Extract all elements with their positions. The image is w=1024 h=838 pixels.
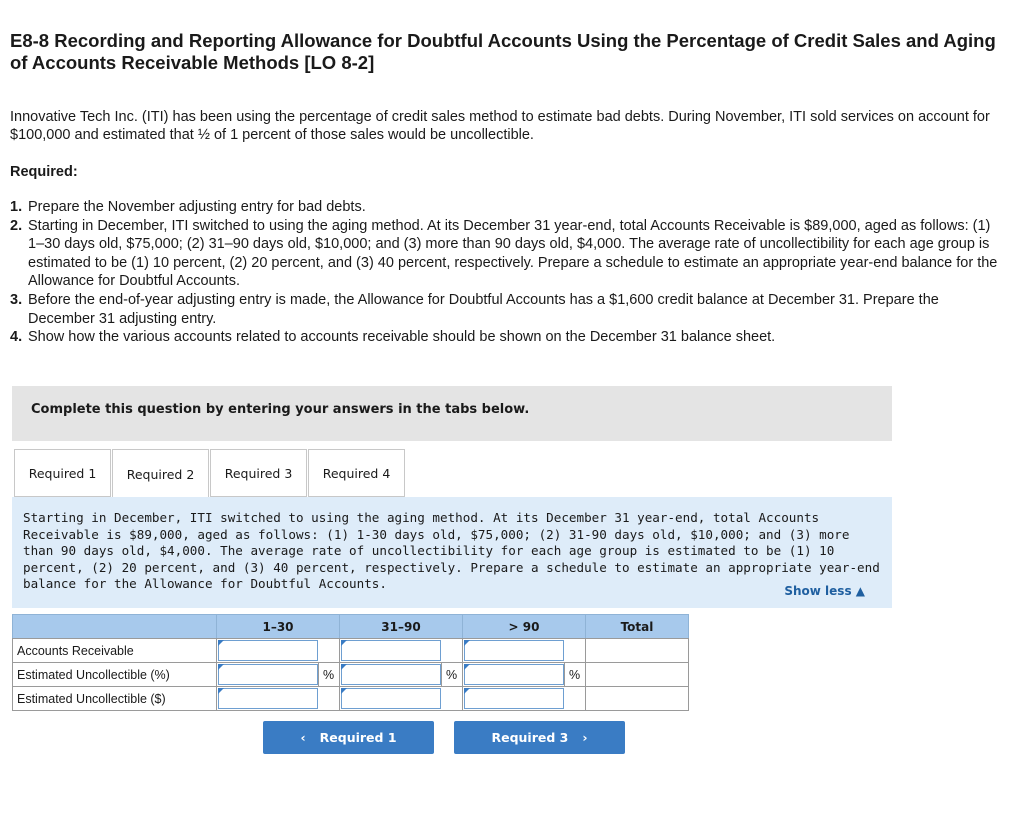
row-label-estimated-uncollectible-dollars: Estimated Uncollectible ($): [12, 686, 217, 711]
row-label-estimated-uncollectible-percent: Estimated Uncollectible (%): [12, 662, 217, 687]
chevron-right-icon: ›: [582, 730, 588, 745]
pct-total-cell: [585, 662, 689, 687]
table-cell: [216, 638, 340, 663]
question-panel: [12, 497, 892, 608]
amt-31-90-input[interactable]: [341, 688, 441, 709]
table-cell: [339, 638, 463, 663]
instruction-banner: [12, 386, 892, 441]
percent-sign: %: [441, 662, 463, 687]
prev-button-label: Required 1: [319, 730, 397, 745]
instruction-text: Complete this question by entering your answers in the tabs below.: [31, 402, 530, 417]
table-cell: [339, 686, 463, 711]
chevron-left-icon: ‹: [300, 730, 306, 745]
ar-over-90-input[interactable]: [464, 640, 564, 661]
problem-title: E8-8 Recording and Reporting Allowance for Doubtful Accounts Using the Percentage of Credit Sales and Aging of Accounts Receivable Methods [LO 8-2]: [10, 30, 996, 73]
input-marker-icon: [464, 640, 470, 646]
input-marker-icon: [464, 688, 470, 694]
show-less-link[interactable]: Show less ▲: [784, 584, 865, 598]
pct-1-30-input[interactable]: [218, 664, 318, 685]
next-required-3-button[interactable]: [454, 721, 625, 754]
required-heading: Required:: [10, 164, 78, 180]
amt-over-90-input[interactable]: [464, 688, 564, 709]
tab-required-2[interactable]: Required 2: [112, 449, 209, 498]
question-text: Starting in December, ITI switched to using the aging method. At its December 31 year-end, total Accounts Receivable is $89,000, aged as follows: (1) 1-30 days old, $75,000; (2) 31-90 days old, $10,000; and (3) more than 90 days old, $4,000. The average rate of uncollectibility for each age group is estimated to be (1) 10 percent, (2) 20 percent, and (3) 40 percent, respectively. Prepare a schedule to estimate an appropriate year-end balance for the Allowance for Doubtful Accounts.: [23, 510, 880, 591]
problem-intro: Innovative Tech Inc. (ITI) has been using the percentage of credit sales method to estimate bad debts. During November, ITI sold services on account for $100,000 and estimated that ½ of 1 percent of those sales would be uncollectible.: [10, 109, 990, 143]
ar-31-90-input[interactable]: [341, 640, 441, 661]
pct-over-90-input[interactable]: [464, 664, 564, 685]
input-marker-icon: [341, 688, 347, 694]
column-header-1-30: 1–30: [216, 614, 340, 639]
header-blank: [12, 614, 217, 639]
percent-sign: %: [564, 662, 586, 687]
pct-31-90-input[interactable]: [341, 664, 441, 685]
table-cell: [216, 686, 340, 711]
requirements-list: [10, 198, 1000, 347]
requirement-item: 1. Prepare the November adjusting entry for bad debts.: [10, 199, 366, 215]
tab-required-1[interactable]: Required 1: [14, 449, 111, 497]
column-header-over-90: > 90: [462, 614, 586, 639]
column-header-total: Total: [585, 614, 689, 639]
requirement-item: 2. Starting in December, ITI switched to using the aging method. At its December 31 year-end, total Accounts Receivable is $89,000, aged as follows: (1) 1–30 days old, $75,000; (2) 31–90 days old, $10,000; and (3) more than 90 days old, $4,000. The average rate of uncollectibility for each age group is estimated to be (1) 10 percent, (2) 20 percent, and (3) 40 percent, respectively. Prepare a schedule to estimate an appropriate year-end balance for the Allowance for Doubtful Accounts.: [10, 217, 998, 290]
ar-1-30-input[interactable]: [218, 640, 318, 661]
percent-sign: %: [318, 662, 340, 687]
input-marker-icon: [218, 688, 224, 694]
input-marker-icon: [341, 640, 347, 646]
requirement-item: 4. Show how the various accounts related to accounts receivable should be shown on the December 31 balance sheet.: [10, 329, 776, 346]
table-cell: [462, 638, 586, 663]
amt-total-cell: [585, 686, 689, 711]
ar-total-cell: [585, 638, 689, 663]
input-marker-icon: [218, 664, 224, 670]
tab-required-3[interactable]: Required 3: [210, 449, 307, 497]
requirement-item: 3. Before the end-of-year adjusting entry is made, the Allowance for Doubtful Accounts has a $1,600 credit balance at December 31. Prepare the December 31 adjusting entry.: [10, 291, 939, 327]
tab-required-4[interactable]: Required 4: [308, 449, 405, 497]
amt-1-30-input[interactable]: [218, 688, 318, 709]
table-cell: [462, 686, 586, 711]
column-header-31-90: 31–90: [339, 614, 463, 639]
input-marker-icon: [341, 664, 347, 670]
next-button-label: Required 3: [491, 730, 569, 745]
input-marker-icon: [218, 640, 224, 646]
row-label-accounts-receivable: Accounts Receivable: [12, 638, 217, 663]
input-marker-icon: [464, 664, 470, 670]
prev-required-1-button[interactable]: [263, 721, 434, 754]
